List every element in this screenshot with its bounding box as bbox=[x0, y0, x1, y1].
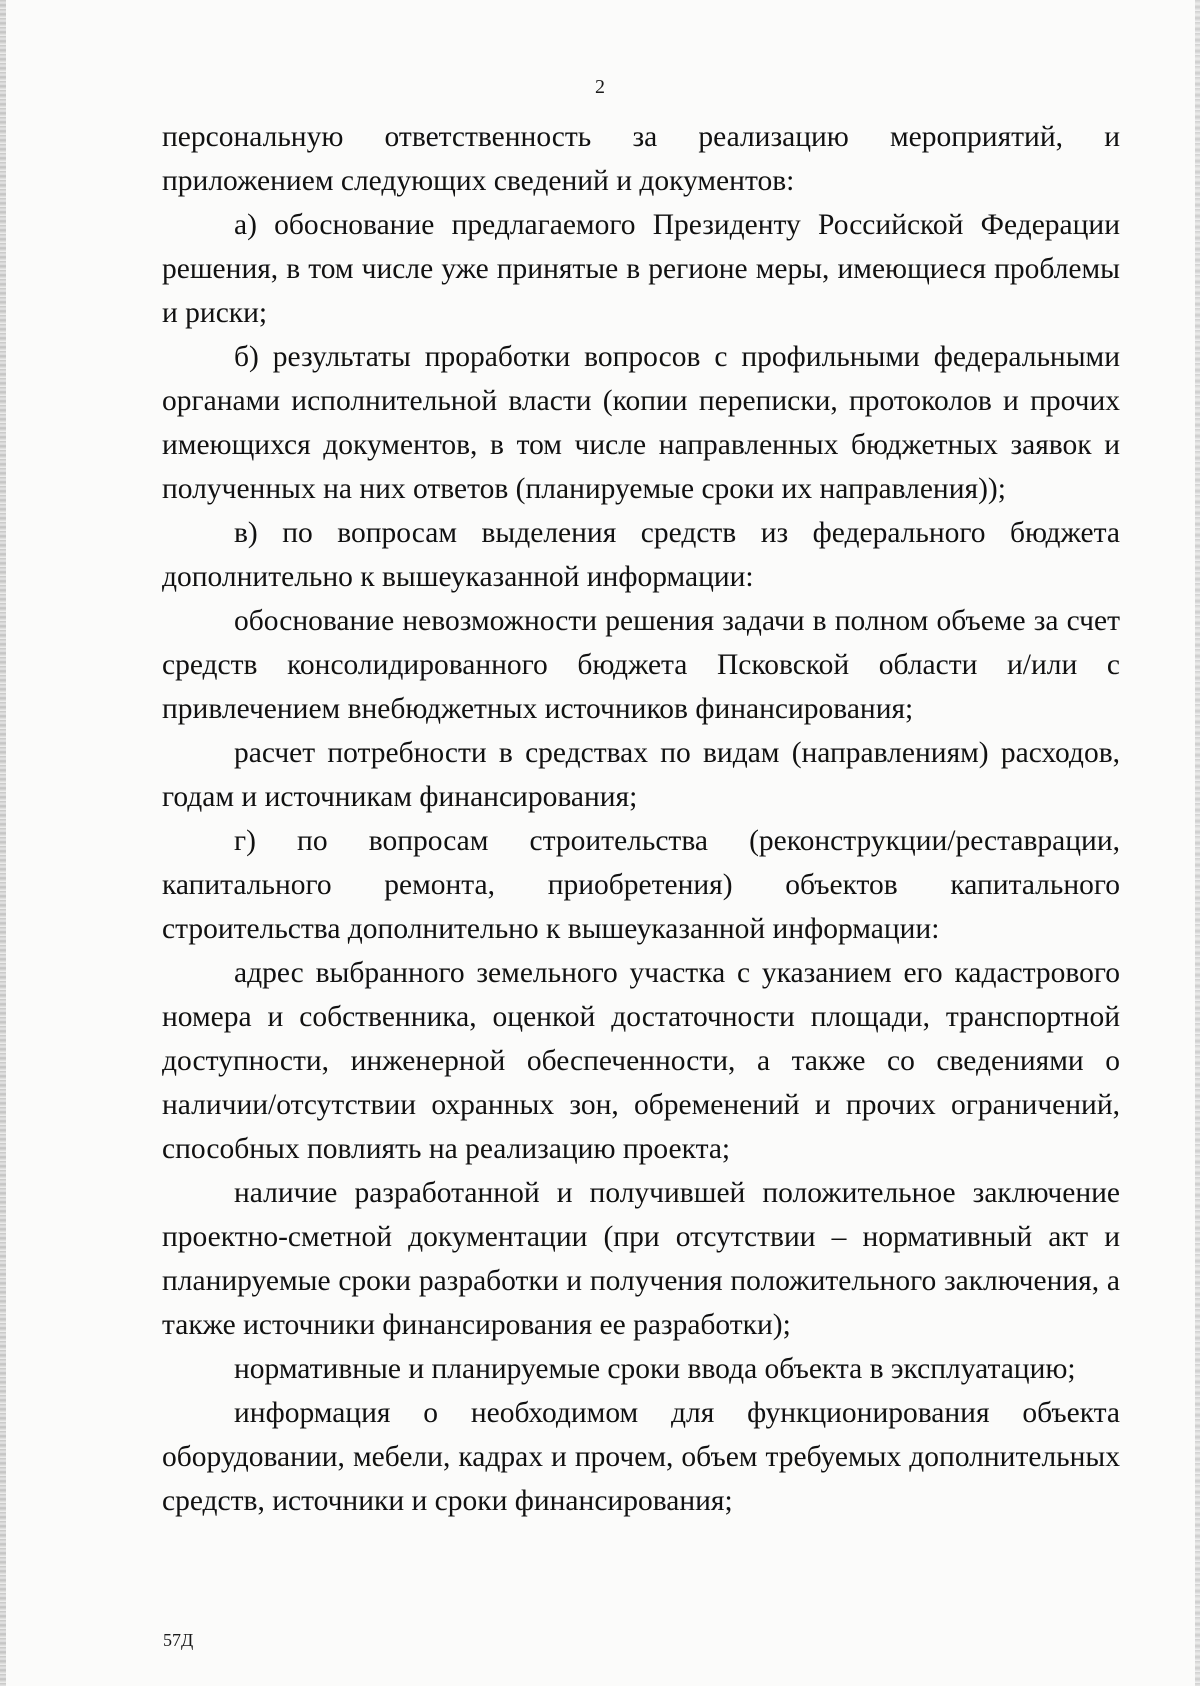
paragraph-4: в) по вопросам выделения средств из федерального бюджета дополнительно к вышеуказанной информации: bbox=[162, 517, 1120, 593]
paragraph-5: обоснование невозможности решения задачи в полном объеме за счет средств консолидированного бюджета Псковской области и/или с привлечением внебюджетных источников финансирования; bbox=[162, 605, 1120, 725]
paragraph-8: адрес выбранного земельного участка с указанием его кадастрового номера и собственника, оценкой достаточности площади, транспортной доступности, инженерной обеспеченности, а также со сведениями о наличии/отсутствии охранных зон, обременений и прочих ограничений, способных повлиять на реализацию проекта; bbox=[162, 957, 1120, 1165]
paragraph-9: наличие разработанной и получившей положительное заключение проектно-сметной документации (при отсутствии – нормативный акт и планируемые сроки разработки и получения положительного заключения, а также источники финансирования ее разработки); bbox=[162, 1177, 1120, 1341]
paragraph-11: информация о необходимом для функционирования объекта оборудовании, мебели, кадрах и прочем, объем требуемых дополнительных средств, источники и сроки финансирования; bbox=[162, 1397, 1120, 1517]
paragraph-7: г) по вопросам строительства (реконструкции/реставрации, капитального ремонта, приобретения) объектов капитального строительства дополнительно к вышеуказанной информации: bbox=[162, 825, 1120, 945]
paragraph-3: б) результаты проработки вопросов с профильными федеральными органами исполнительной власти (копии переписки, протоколов и прочих имеющихся документов, в том числе направленных бюджетных заявок и полученных на них ответов (планируемые сроки их направления)); bbox=[162, 341, 1120, 505]
paragraph-6: расчет потребности в средствах по видам (направлениям) расходов, годам и источникам финансирования; bbox=[162, 737, 1120, 813]
paragraph-10: нормативные и планируемые сроки ввода объекта в эксплуатацию; bbox=[234, 1353, 1076, 1385]
document-body bbox=[162, 115, 1120, 1523]
scan-edge-right bbox=[1195, 0, 1200, 1686]
paragraph-1: персональную ответственность за реализацию мероприятий, и приложением следующих сведений и документов: bbox=[162, 121, 1120, 197]
paragraph-2: а) обоснование предлагаемого Президенту Российской Федерации решения, в том числе уже принятые в регионе меры, имеющиеся проблемы и риски; bbox=[162, 209, 1120, 329]
scan-edge-left bbox=[0, 0, 6, 1686]
footer-document-code: 57Д bbox=[163, 1630, 194, 1650]
page-number: 2 bbox=[595, 76, 605, 98]
